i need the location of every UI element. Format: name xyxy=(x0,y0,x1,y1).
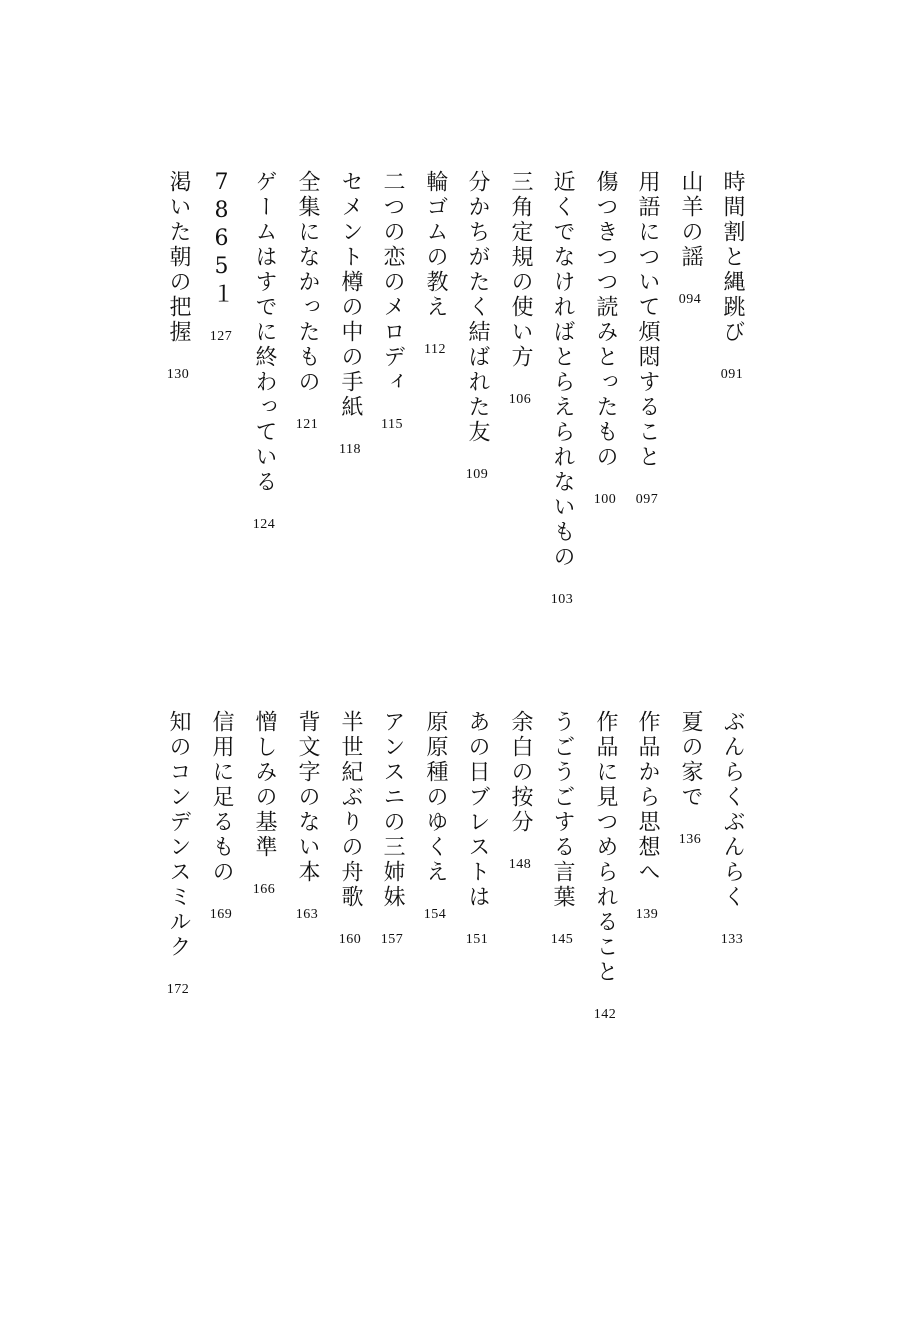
toc-title: 二つの恋のメロディ xyxy=(380,170,405,395)
toc-title: 輪ゴムの教え xyxy=(423,170,448,320)
toc-entry[interactable] xyxy=(585,710,625,1023)
toc-entry[interactable] xyxy=(670,170,710,308)
toc-title: 全集になかったもの xyxy=(295,170,320,395)
toc-title: 近くでなければとらえられないもの xyxy=(550,170,575,570)
toc-title: 三角定規の使い方 xyxy=(508,170,533,370)
toc-title: 時間割と縄跳び xyxy=(720,170,745,345)
toc-entry[interactable] xyxy=(712,710,752,948)
toc-entry[interactable] xyxy=(542,710,582,948)
toc-page-number: 130 xyxy=(166,367,190,382)
toc-page-number: 139 xyxy=(635,907,659,922)
toc-title: 知のコンデンスミルク xyxy=(166,710,191,960)
toc-title: 分かちがたく結ばれた友 xyxy=(465,170,490,445)
toc-page-number: 151 xyxy=(465,932,489,947)
toc-title: 7865１ xyxy=(209,170,234,307)
toc-page-number: 172 xyxy=(166,982,190,997)
toc-page-number: 166 xyxy=(252,882,276,897)
toc-entry[interactable] xyxy=(201,710,241,923)
toc-page-number: 160 xyxy=(338,932,362,947)
toc-entry[interactable] xyxy=(415,710,455,923)
toc-title: 用語について煩悶すること xyxy=(635,170,660,470)
toc-entry[interactable] xyxy=(287,170,327,433)
toc-entry[interactable] xyxy=(627,170,667,508)
toc-page-number: 094 xyxy=(678,292,702,307)
toc-entry[interactable] xyxy=(372,710,412,948)
toc-page-number: 109 xyxy=(465,467,489,482)
toc-title: ゲームはすでに終わっている xyxy=(252,170,277,495)
toc-page-number: 145 xyxy=(550,932,574,947)
toc-entry[interactable] xyxy=(670,710,710,848)
toc-title: うごうごする言葉 xyxy=(550,710,575,910)
toc-entry[interactable] xyxy=(158,170,198,383)
toc-page-number: 133 xyxy=(720,932,744,947)
toc-page-number: 157 xyxy=(380,932,404,947)
toc-page-number: 142 xyxy=(593,1007,617,1022)
toc-entry[interactable] xyxy=(244,170,284,533)
toc-entry[interactable] xyxy=(627,710,667,923)
toc-entry[interactable] xyxy=(330,170,370,458)
toc-page-number: 163 xyxy=(295,907,319,922)
toc-title: 作品から思想へ xyxy=(635,710,660,885)
toc-page-number: 112 xyxy=(424,342,446,357)
toc-page-number: 127 xyxy=(209,329,233,344)
toc-title: 夏の家で xyxy=(678,710,703,810)
toc-page-number: 118 xyxy=(339,442,361,457)
toc-entry[interactable] xyxy=(415,170,455,358)
toc-title: 山羊の謡 xyxy=(678,170,703,270)
toc-title: アンスニの三姉妹 xyxy=(380,710,405,910)
toc-page-number: 100 xyxy=(593,492,617,507)
toc-page-number: 097 xyxy=(635,492,659,507)
toc-title: 信用に足るもの xyxy=(209,710,234,885)
toc-entry[interactable] xyxy=(542,170,582,608)
toc-entry[interactable] xyxy=(500,170,540,408)
toc-page-number: 154 xyxy=(423,907,447,922)
toc-title: 余白の按分 xyxy=(508,710,533,835)
toc-title: あの日ブレストは xyxy=(465,710,490,910)
toc-title: 渇いた朝の把握 xyxy=(166,170,191,345)
toc-page-number: 148 xyxy=(508,857,532,872)
toc-page-number: 136 xyxy=(678,832,702,847)
toc-entry[interactable] xyxy=(372,170,412,433)
toc-entry[interactable] xyxy=(500,710,540,873)
toc-entry[interactable] xyxy=(330,710,370,948)
toc-title: 憎しみの基準 xyxy=(252,710,277,860)
toc-entry[interactable] xyxy=(244,710,284,898)
toc-entry[interactable] xyxy=(457,710,497,948)
toc-title: ぶんらくぶんらく xyxy=(720,710,745,910)
toc-title: 原原種のゆくえ xyxy=(423,710,448,885)
toc-page-number: 103 xyxy=(550,592,574,607)
toc-page-number: 091 xyxy=(720,367,744,382)
toc-page-number: 106 xyxy=(508,392,532,407)
toc-page-number: 169 xyxy=(209,907,233,922)
toc-title: 作品に見つめられること xyxy=(593,710,618,985)
toc-entry[interactable] xyxy=(201,170,241,345)
toc-entry[interactable] xyxy=(287,710,327,923)
toc-entry[interactable] xyxy=(585,170,625,508)
toc-page-number: 115 xyxy=(381,417,403,432)
toc-page-number: 121 xyxy=(295,417,319,432)
toc-entry[interactable] xyxy=(158,710,198,998)
toc-page-number: 124 xyxy=(252,517,276,532)
toc-title: 傷つきつつ読みとったもの xyxy=(593,170,618,470)
toc-title: 半世紀ぶりの舟歌 xyxy=(338,710,363,910)
toc-entry[interactable] xyxy=(712,170,752,383)
toc-title: セメント樽の中の手紙 xyxy=(338,170,363,420)
toc-title: 背文字のない本 xyxy=(295,710,320,885)
toc-entry[interactable] xyxy=(457,170,497,483)
